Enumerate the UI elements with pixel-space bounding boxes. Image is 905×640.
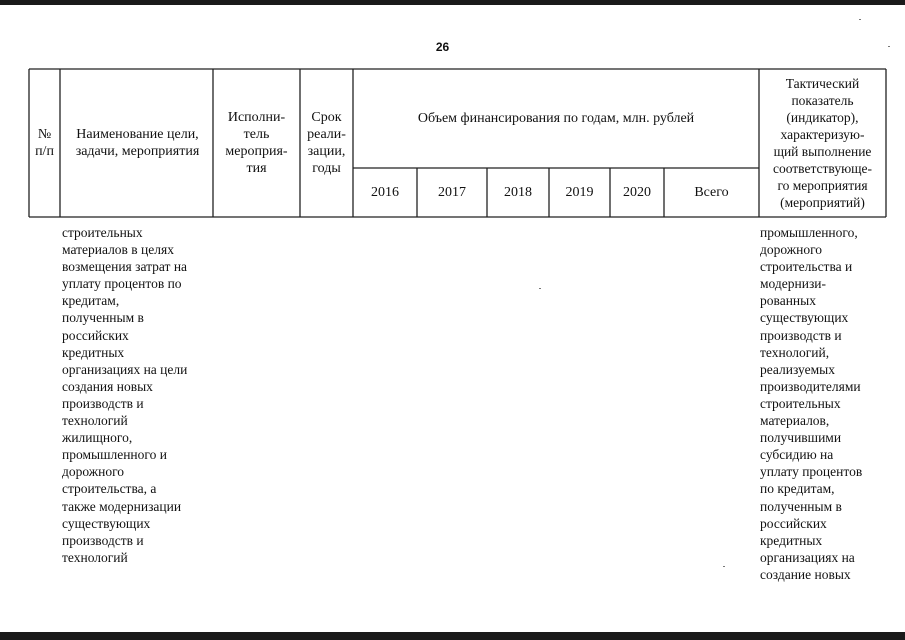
header-year-2016: 2016 <box>371 185 399 200</box>
scan-speck <box>888 46 890 47</box>
header-name: Наименование цели, задачи, мероприятия <box>75 127 200 159</box>
header-funding: Объем финансирования по годам, млн. рублей <box>417 111 695 126</box>
scan-border-bottom <box>0 632 905 640</box>
scan-speck <box>859 19 861 20</box>
header-year-2017: 2017 <box>438 185 466 200</box>
page-number: 26 <box>435 40 450 54</box>
scan-speck <box>723 566 725 567</box>
header-year-2019: 2019 <box>565 185 594 200</box>
indicator-text: промышленного, дорожного строительства и модернизи- рованных существующих производств и технологий, реализуемых производителями строительных материалов, получившими субсидию на уплату процентов по кредитам, полученным в российских кредитных организациях на создание новых <box>760 225 863 582</box>
scan-speck <box>539 288 541 289</box>
header-year-2018: 2018 <box>504 185 532 200</box>
header-indicator: Тактический показатель (индикатор), характеризую- щий выполнение соответствующе- го мероприятия (мероприятий) <box>772 76 873 210</box>
header-num: № п/п <box>35 127 54 159</box>
header-term: Срок реали- зации, годы <box>307 110 346 176</box>
scan-border-top <box>0 0 905 5</box>
measure-name-text: строительных материалов в целях возмещения затрат на уплату процентов по кредитам, полученным в российских кредитных организациях на цели создания новых производств и технологий жилищного, промышленного и дорожного строительства, а также модернизации существующих производств и технологий <box>62 225 188 565</box>
header-total: Всего <box>694 185 729 200</box>
header-executor: Исполни- тель мероприя- тия <box>225 110 288 176</box>
header-year-2020: 2020 <box>623 185 651 200</box>
